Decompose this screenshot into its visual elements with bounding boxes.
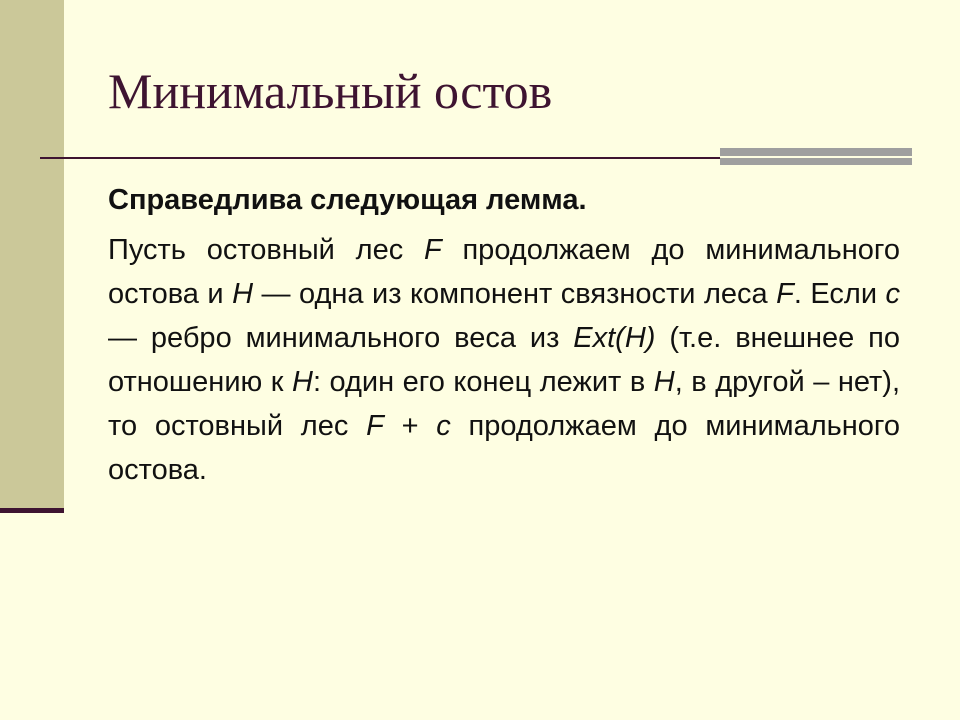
text-segment: продолжаем до минимального остова и	[108, 234, 900, 310]
var-ext-h: Ext(H)	[573, 322, 656, 354]
text-segment: продолжаем до минимального остова.	[108, 410, 900, 486]
text-segment: : один его конец лежит в	[312, 366, 654, 398]
text-segment: — одна из компонент связности леса	[253, 278, 777, 310]
lemma-lead: Справедлива следующая лемма.	[108, 184, 587, 216]
text-segment: — ребро минимального веса из	[108, 322, 574, 354]
var-F: F	[423, 234, 442, 266]
side-band	[0, 0, 64, 510]
text-segment: (т.е. внешнее по отношению к	[108, 322, 901, 398]
slide-content	[108, 178, 900, 492]
text-segment: +	[383, 410, 437, 442]
slide-title: Минимальный остов	[108, 63, 553, 119]
var-H: H	[653, 366, 675, 398]
var-c: c	[885, 278, 901, 310]
var-F: F	[366, 410, 384, 442]
var-F: F	[776, 278, 794, 310]
text-segment: . Если	[793, 278, 886, 310]
lemma-text	[108, 228, 900, 492]
var-H: H	[291, 366, 313, 398]
text-segment: , в другой – нет), то остовный лес	[108, 366, 901, 442]
side-band-edge	[0, 508, 64, 513]
var-H: H	[232, 278, 254, 310]
text-segment: Пусть остовный лес	[108, 234, 424, 266]
var-c: c	[436, 410, 451, 442]
title-rule-accent	[720, 148, 912, 165]
